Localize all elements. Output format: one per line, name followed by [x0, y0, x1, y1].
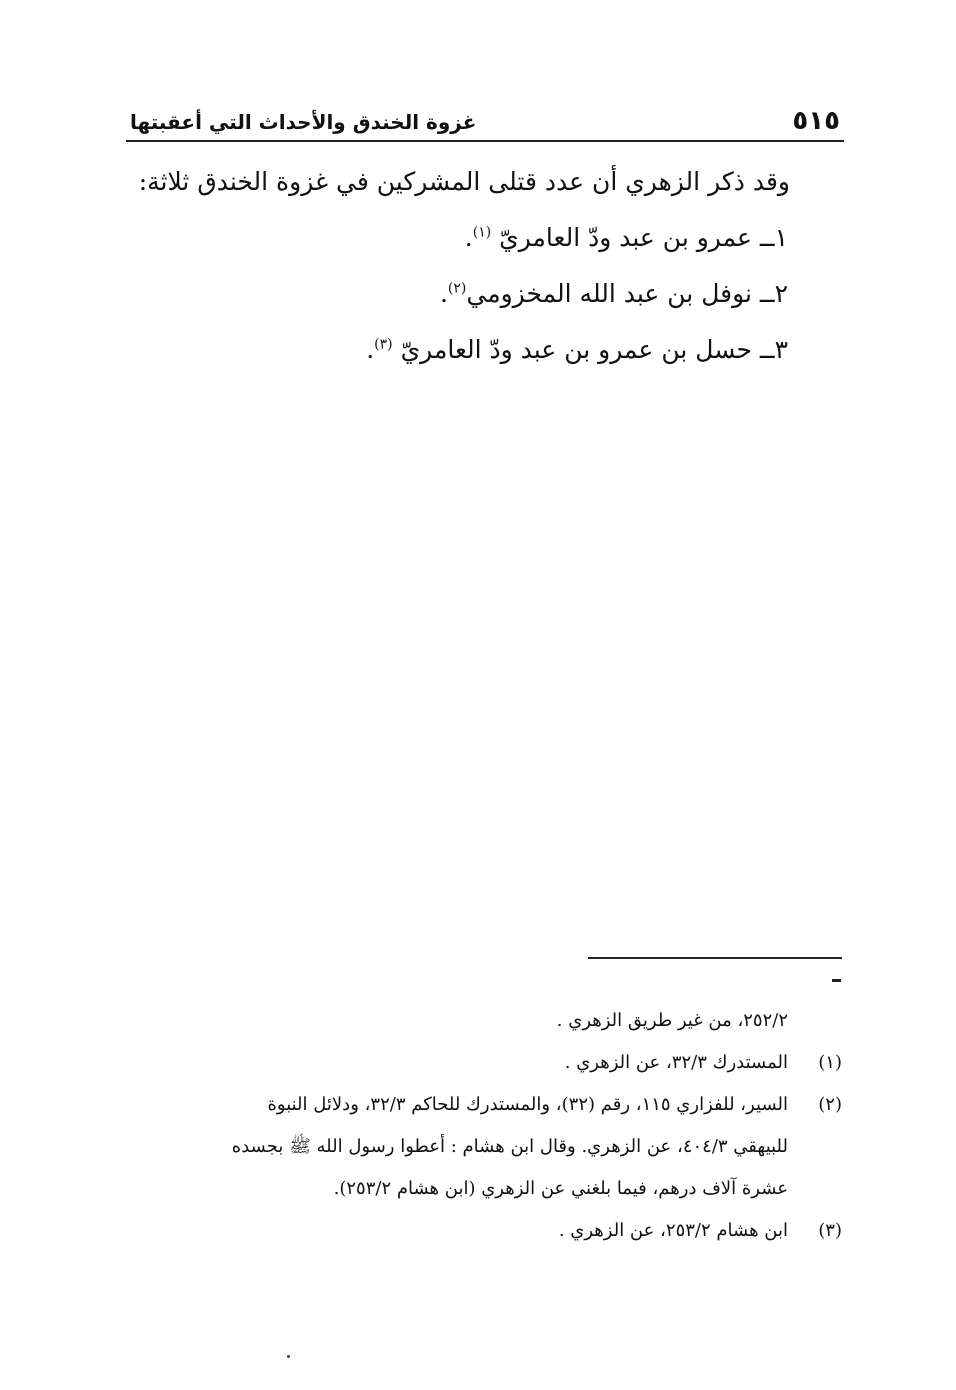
footnote-1	[130, 1042, 842, 1084]
footnote-number: (٣)	[818, 1220, 842, 1241]
footnote-ref: (٢)	[447, 280, 467, 297]
page-header	[126, 104, 844, 142]
footnote-line: ابن هشام ٢٥٣/٢، عن الزهري .	[558, 1220, 788, 1241]
list-item-text: ١ــ عمرو بن عبد ودّ العامريّ	[499, 223, 788, 252]
footnote-line: المستدرك ٣٢/٣، عن الزهري .	[564, 1052, 788, 1073]
list-item	[150, 266, 790, 322]
footnote-number: (٢)	[818, 1094, 842, 1115]
footnote-line: السير، للفزاري ١١٥، رقم (٣٢)، والمستدرك للحاكم ٣٢/٣، ودلائل النبوة	[267, 1094, 788, 1115]
list-item-text: ٢ــ نوفل بن عبد الله المخزومي	[466, 279, 788, 308]
intro-paragraph: وقد ذكر الزهري أن عدد قتلى المشركين في غزوة الخندق ثلاثة:	[138, 167, 790, 196]
footnote-line: عشرة آلاف درهم، فيما بلغني عن الزهري (ابن هشام ٢٥٣/٢).	[333, 1178, 788, 1199]
footnote-ref: (٣)	[374, 336, 393, 353]
footnote-line: للبيهقي ٤٠٤/٣، عن الزهري. وقال ابن هشام : أعطوا رسول الله ﷺ بجسده	[231, 1136, 788, 1157]
list-item	[150, 322, 790, 378]
footnote-number: (١)	[818, 1052, 842, 1073]
dash-mark	[832, 979, 841, 982]
running-title: غزوة الخندق والأحداث التي أعقبتها	[130, 110, 477, 134]
footnotes-section	[130, 1000, 842, 1252]
list-item-end: .	[366, 335, 375, 364]
footnote-separator	[588, 957, 842, 959]
list-item	[150, 210, 790, 266]
footnote-ref: (١)	[472, 224, 492, 241]
list-item-end: .	[464, 223, 473, 252]
list-item-text: ٣ــ حسل بن عمرو بن عبد ودّ العامريّ	[400, 335, 788, 364]
scan-speck	[287, 1355, 290, 1358]
page-number: ٥١٥	[792, 106, 840, 136]
footnote-3	[130, 1210, 842, 1252]
main-text	[138, 154, 790, 378]
footnote-continuation: ٢٥٢/٢، من غير طريق الزهري .	[556, 1010, 788, 1031]
footnote-2	[130, 1084, 842, 1210]
list-item-end: .	[439, 279, 448, 308]
